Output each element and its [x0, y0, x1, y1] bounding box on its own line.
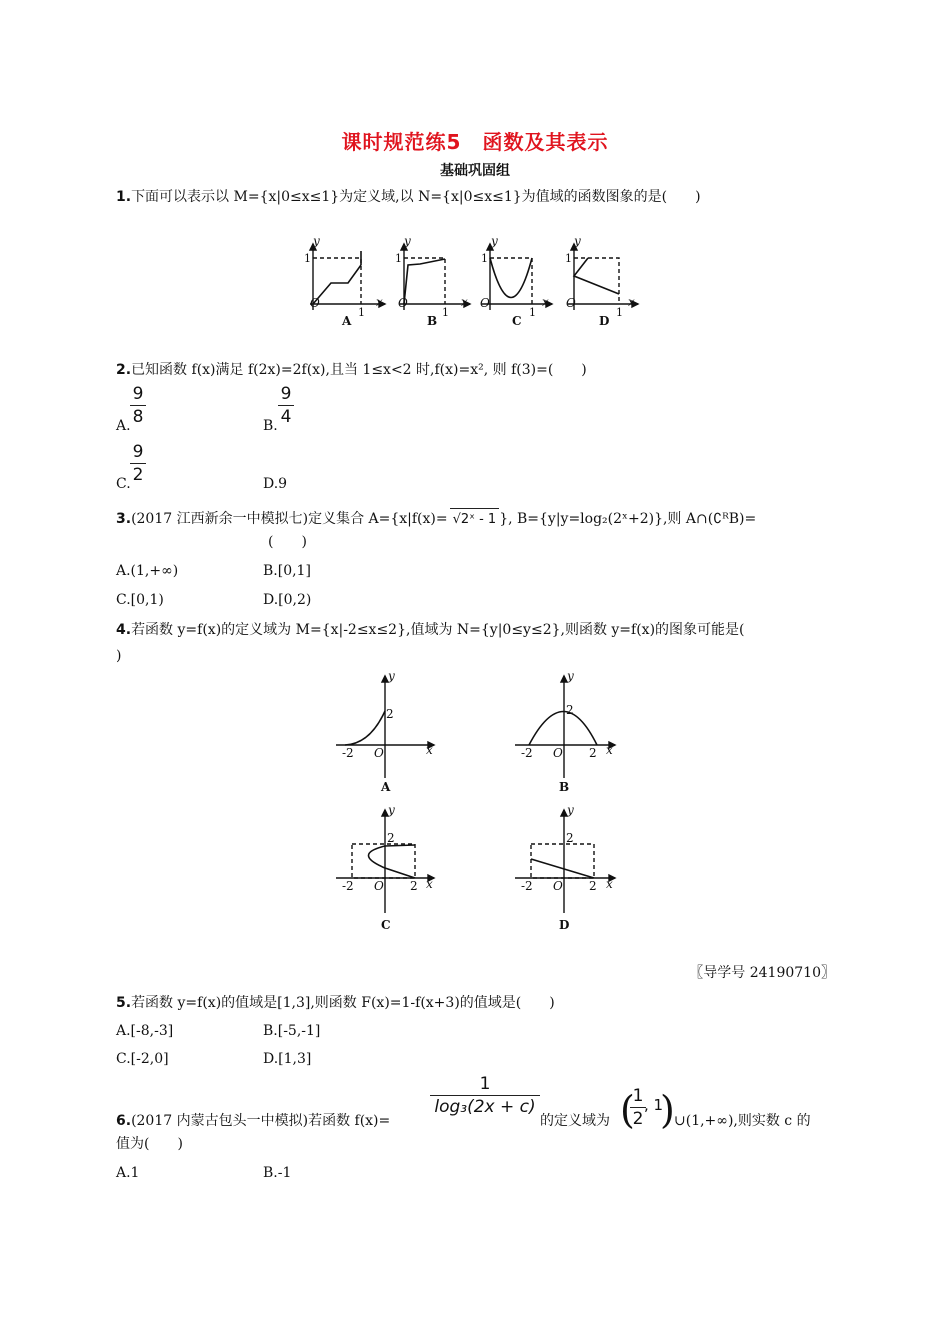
- axis-label-y: y: [574, 234, 581, 248]
- section-subtitle: 基础巩固组: [440, 163, 510, 179]
- answer-paren-close: ): [116, 648, 122, 664]
- tick-label-neg2: -2: [521, 879, 533, 893]
- graph-label-b: B: [559, 780, 570, 794]
- option-b: B.-1: [263, 1165, 292, 1181]
- axis-label-y: y: [491, 234, 498, 248]
- tick-label-2: 2: [410, 879, 418, 893]
- tick-label-2: 2: [386, 707, 394, 721]
- origin-label: O: [374, 746, 384, 760]
- domain-text: 的定义域为: [540, 1113, 610, 1129]
- option-c: C.[0,1): [116, 592, 164, 608]
- fraction-denominator: 8: [132, 407, 144, 427]
- question-number: 5.: [116, 995, 132, 1011]
- question-number: 2.: [116, 362, 132, 378]
- question-text: 若函数 y=f(x)的值域是[1,3],则函数 F(x)=1-f(x+3)的值域是( ): [131, 995, 555, 1011]
- origin-label: O: [566, 296, 576, 310]
- origin-label: O: [374, 879, 384, 893]
- option-b: B.[-5,-1]: [263, 1023, 321, 1039]
- axis-label-y: y: [567, 669, 574, 683]
- question-text: }, B={y|y=log₂(2ˣ+2)},则 A∩(∁ᴿB)=: [499, 511, 757, 527]
- right-paren: ): [660, 1088, 675, 1132]
- tick-label-2: 2: [387, 831, 395, 845]
- option-a: A.[-8,-3]: [116, 1023, 174, 1039]
- answer-paren: ( ): [268, 534, 307, 550]
- tick-label-1: 1: [565, 252, 572, 265]
- graph-label-d: D: [559, 918, 570, 932]
- tick-label-2: 2: [566, 831, 574, 845]
- axis-label-x: x: [606, 743, 613, 757]
- question-4: [116, 619, 836, 641]
- option-a-label: A.: [116, 418, 131, 434]
- tick-label-1: 1: [616, 306, 623, 319]
- graph-label-a: A: [381, 780, 391, 794]
- fraction-numerator: 9: [132, 442, 144, 462]
- q4-graphs: [330, 668, 620, 938]
- fraction-denominator: 2: [132, 465, 144, 485]
- tick-label-2: 2: [566, 703, 574, 717]
- graph-label-a: A: [342, 314, 352, 328]
- graph-label-c: C: [512, 314, 522, 328]
- page-title: 课时规范练5 函数及其表示: [341, 130, 609, 154]
- tick-label-1: 1: [395, 252, 402, 265]
- option-d: D.[1,3]: [263, 1051, 312, 1067]
- origin-label: O: [553, 746, 563, 760]
- option-a-fraction: [130, 384, 146, 427]
- tick-label-1: 1: [442, 306, 449, 319]
- axis-label-x: x: [426, 877, 433, 891]
- axis-label-x: x: [542, 295, 549, 309]
- option-c-fraction: [130, 442, 146, 485]
- graph-label-b: B: [427, 314, 438, 328]
- guide-number: 〖导学号 24190710〗: [689, 965, 835, 981]
- fraction-numerator: 9: [280, 384, 292, 404]
- question-text: ∪(1,+∞),则实数 c 的: [674, 1113, 811, 1129]
- origin-label: O: [398, 296, 408, 310]
- axis-label-x: x: [606, 877, 613, 891]
- radicand: 2ˣ - 1: [460, 512, 497, 527]
- tick-label-neg2: -2: [521, 746, 533, 760]
- tick-label-1: 1: [304, 252, 311, 265]
- interval-end: , 1: [644, 1096, 664, 1114]
- origin-label: O: [310, 296, 320, 310]
- question-2: [116, 359, 836, 381]
- tick-label-neg2: -2: [342, 879, 354, 893]
- question-number: 3.: [116, 511, 132, 527]
- tick-label-1: 1: [529, 306, 536, 319]
- q1-graphs: [290, 232, 660, 332]
- graph-label-d: D: [599, 314, 610, 328]
- axis-label-y: y: [567, 803, 574, 817]
- fraction-numerator: 1: [479, 1074, 491, 1094]
- axis-label-x: x: [376, 295, 383, 309]
- fraction-denominator: log₃(2x + c): [434, 1097, 536, 1117]
- question-number: 4.: [116, 622, 132, 638]
- axis-label-x: x: [426, 743, 433, 757]
- question-number: 6.: [116, 1113, 132, 1129]
- axis-label-x: x: [628, 295, 635, 309]
- option-d-label: D.9: [263, 476, 288, 492]
- tick-label-neg2: -2: [342, 746, 354, 760]
- tick-label-1: 1: [358, 306, 365, 319]
- question-text: 若函数 y=f(x)的定义域为 M={x|-2≤x≤2},值域为 N={y|0≤y≤2},则函数 y=f(x)的图象可能是(: [131, 622, 745, 638]
- fraction-numerator: 9: [132, 384, 144, 404]
- option-d: D.[0,2): [263, 592, 312, 608]
- axis-label-x: x: [461, 295, 468, 309]
- option-b: B.[0,1]: [263, 563, 311, 579]
- option-a: A.1: [116, 1165, 140, 1181]
- question-5: [116, 992, 836, 1014]
- question-text: 下面可以表示以 M={x|0≤x≤1}为定义域,以 N={x|0≤x≤1}为值域的函数图象的是( ): [131, 189, 701, 205]
- fraction-denominator: 2: [632, 1109, 644, 1129]
- option-b-fraction: [278, 384, 294, 427]
- axis-label-y: y: [404, 234, 411, 248]
- question-number: 1.: [116, 189, 132, 205]
- origin-label: O: [553, 879, 563, 893]
- axis-label-y: y: [388, 669, 395, 683]
- option-a: A.(1,+∞): [116, 563, 179, 579]
- option-c: C.[-2,0]: [116, 1051, 169, 1067]
- question-text: (2017 内蒙古包头一中模拟)若函数 f(x)=: [131, 1113, 391, 1129]
- option-c-label: C.: [116, 476, 131, 492]
- axis-label-y: y: [388, 803, 395, 817]
- origin-label: O: [480, 296, 490, 310]
- function-fraction: [430, 1074, 540, 1117]
- radical-expression: √2ˣ - 1: [450, 508, 500, 531]
- question-text: 已知函数 f(x)满足 f(2x)=2f(x),且当 1≤x<2 时,f(x)=x², 则 f(3)=( ): [131, 362, 587, 378]
- option-b-label: B.: [263, 418, 278, 434]
- fraction-denominator: 4: [280, 407, 292, 427]
- left-paren: (: [620, 1088, 635, 1132]
- graph-label-c: C: [381, 918, 391, 932]
- question-6: [116, 1110, 446, 1132]
- axis-label-y: y: [313, 234, 320, 248]
- tick-label-2: 2: [589, 746, 597, 760]
- tick-label-1: 1: [481, 252, 488, 265]
- fraction-numerator: 1: [632, 1086, 644, 1106]
- tick-label-2: 2: [589, 879, 597, 893]
- question-text-line2: 值为( ): [116, 1136, 183, 1152]
- question-1: [116, 186, 836, 208]
- question-3: [116, 508, 836, 531]
- question-text: (2017 江西新余一中模拟七)定义集合 A={x|f(x)=: [131, 511, 448, 527]
